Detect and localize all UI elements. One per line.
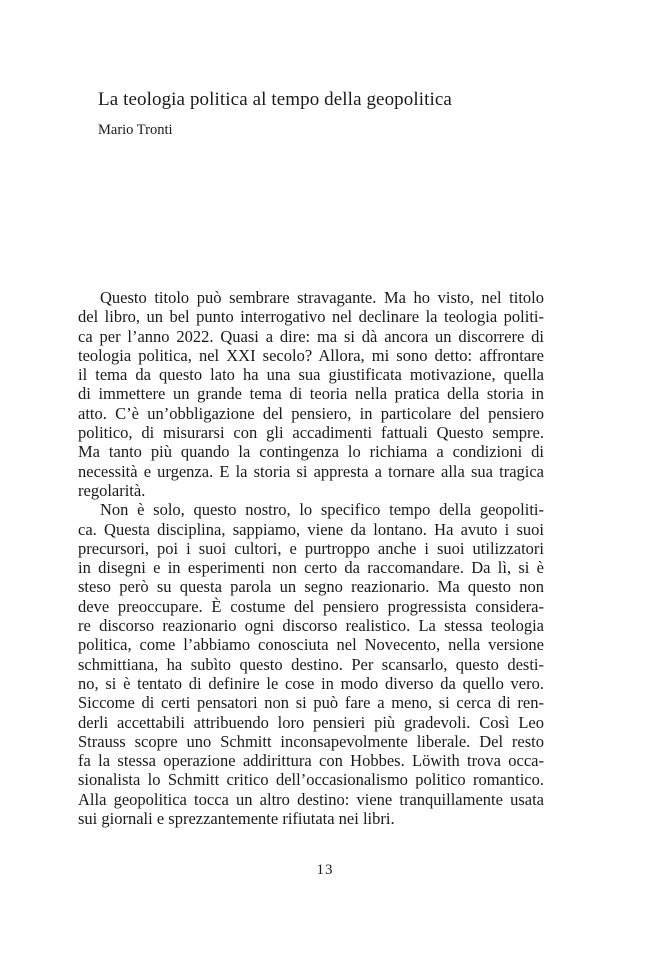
text-line: sionalista lo Schmitt critico dell’occasionalismo politico romantico. [78,770,544,790]
text-line: schmittiana, ha subìto questo destino. Per scansarlo, questo desti- [78,654,544,674]
paragraph [78,288,544,500]
text-line: Non è solo, questo nostro, lo specifico tempo della geopoliti- [100,500,544,520]
text-line: politica, come l’abbiamo conosciuta nel Novecento, nella versione [78,635,544,655]
text-line: Ma tanto più quando la contingenza lo richiama a condizioni di [78,442,544,462]
text-line: regolarità. [78,480,146,500]
page-number: 13 [316,862,334,878]
text-line: derli accettabili attribuendo loro pensieri più gradevoli. Così Leo [78,712,544,732]
text-line: Alla geopolitica tocca un altro destino: viene tranquillamente usata [78,789,544,809]
text-line: fa la stessa operazione addirittura con Hobbes. Löwith trova occa- [78,751,544,771]
text-line: del libro, un bel punto interrogativo nel declinare la teologia politi- [78,307,544,327]
text-line: Siccome di certi pensatori non si può fare a meno, si cerca di ren- [78,693,544,713]
text-line: teologia politica, nel XXI secolo? Allora, mi sono detto: affrontare [78,345,544,365]
text-line: Questo titolo può sembrare stravagante. Ma ho visto, nel titolo [100,288,544,307]
text-line: il tema da questo lato ha una sua giustificata motivazione, quella [78,365,544,385]
text-line: Strauss scopre uno Schmitt inconsapevolmente liberale. Del resto [78,731,544,751]
text-line: di immettere un grande tema di teoria nella pratica della storia in [78,384,544,404]
body-text [78,288,544,828]
text-line: politico, di misurarsi con gli accadimenti fattuali Questo sempre. [78,423,544,443]
chapter-title: La teologia politica al tempo della geopolitica [98,89,452,110]
text-line: in disegni e in esperimenti non certo da raccomandare. Da lì, si è [78,558,544,578]
text-line: no, si è tentato di definire le cose in modo diverso da quello vero. [78,673,544,693]
text-line: precursori, poi i suoi cultori, e purtroppo anche i suoi utilizzatori [78,538,544,558]
text-line: ca per l’anno 2022. Quasi a dire: ma si dà ancora un discorrere di [78,326,544,346]
text-line: steso però su questa parola un segno reazionario. Ma questo non [78,577,544,597]
text-line: ca. Questa disciplina, sappiamo, viene da lontano. Ha avuto i suoi [78,519,544,539]
text-line: necessità e urgenza. E la storia si appresta a tornare alla sua tragica [78,461,544,481]
text-line: sui giornali e sprezzantemente rifiutata nei libri. [78,809,395,829]
paragraph [78,500,544,828]
text-line: deve preoccupare. È costume del pensiero progressista considera- [78,596,544,616]
author-name: Mario Tronti [98,122,173,138]
text-line: atto. C’è un’obbligazione del pensiero, in particolare del pensiero [78,403,544,423]
text-line: re discorso reazionario ogni discorso realistico. La stessa teologia [78,616,544,636]
